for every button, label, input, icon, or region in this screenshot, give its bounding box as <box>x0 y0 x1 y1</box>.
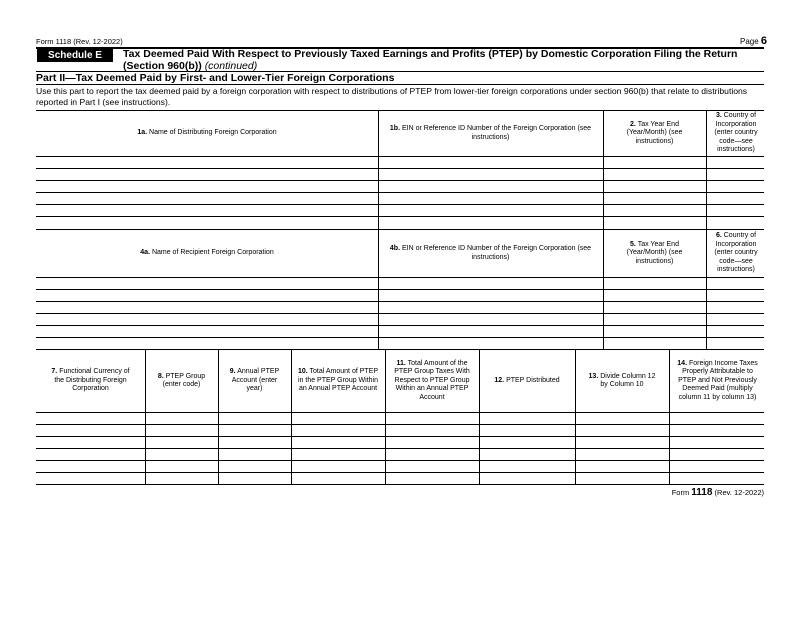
col-9-header <box>218 350 291 412</box>
col-7-header <box>36 350 145 412</box>
form-revision: Form 1118 (Rev. 12-2022) <box>36 37 123 46</box>
schedule-title-section: (Section 960(b)) <box>123 60 202 72</box>
table3-row-line[interactable] <box>36 460 764 461</box>
table3-row-line[interactable] <box>36 424 764 425</box>
col-11-num: 11. <box>396 359 406 367</box>
col-13-num: 13. <box>588 372 599 380</box>
col-3-header <box>706 111 766 156</box>
col-14-num: 14. <box>677 359 688 367</box>
col-8-label: PTEP Group (enter code) <box>162 372 206 388</box>
col-7-num: 7. <box>51 368 58 376</box>
col-13-label: Divide Column 12 by Column 10 <box>600 372 656 388</box>
part-bottom-rule <box>36 84 764 85</box>
table3-bottom-rule <box>36 484 764 485</box>
table2-row-line[interactable] <box>36 301 764 302</box>
schedule-title-line1: Tax Deemed Paid With Respect to Previously Taxed Earnings and Profits (PTEP) by Domestic Corporation Filing the Return <box>123 48 738 60</box>
table2-row-line[interactable] <box>36 289 764 290</box>
col-4b-header <box>378 230 603 277</box>
footer-form-number: 1118 <box>691 487 713 498</box>
footer-form-prefix: Form <box>671 488 690 497</box>
table3-row-line[interactable] <box>36 436 764 437</box>
col-1a-num: 1a. <box>137 129 148 137</box>
col-3-label: Country of Incorporation (enter country code—see instructions) <box>714 112 758 154</box>
col-8-header <box>145 350 218 412</box>
col-2-label: Tax Year End (Year/Month) (see instructions) <box>626 120 683 145</box>
col-6-header <box>706 230 766 277</box>
col-5-header <box>603 230 706 277</box>
col-10-label: Total Amount of PTEP in the PTEP Group Within an Annual PTEP Account <box>297 368 379 393</box>
page-number: 6 <box>760 35 768 47</box>
col-6-num: 6. <box>715 232 722 240</box>
table1-row-line[interactable] <box>36 192 764 193</box>
table1-header-rule <box>36 156 764 157</box>
table2-row-line[interactable] <box>36 337 764 338</box>
table2-header-rule <box>36 277 764 278</box>
col-1a-header <box>36 111 378 156</box>
table2-row-line[interactable] <box>36 313 764 314</box>
col-10-header <box>291 350 385 412</box>
page-label-text: Page <box>740 37 759 46</box>
table2-row-line[interactable] <box>36 325 764 326</box>
col-8-num: 8. <box>157 372 164 380</box>
table1-row-line[interactable] <box>36 204 764 205</box>
col-2-num: 2. <box>630 120 636 128</box>
col-4a-header <box>36 230 378 277</box>
col-5-num: 5. <box>630 240 636 248</box>
col-9-num: 9. <box>229 368 236 376</box>
col-3-num: 3. <box>715 112 722 120</box>
part-instructions: Use this part to report the tax deemed paid by a foreign corporation with respect to distributions of PTEP from lower-tier foreign corporations under section 960(b) that relate to distributions reported in Part I (see instructions). <box>36 86 748 107</box>
form-footer <box>660 487 764 498</box>
col-11-header <box>385 350 479 412</box>
schedule-title <box>123 48 763 72</box>
part-title: Part II—Tax Deemed Paid by First- and Lower-Tier Foreign Corporations <box>36 72 395 84</box>
footer-rev: (Rev. 12-2022) <box>714 488 764 497</box>
col-1a-label: Name of Distributing Foreign Corporation <box>149 129 277 137</box>
table1-row-line[interactable] <box>36 180 764 181</box>
col-12-header <box>479 350 575 412</box>
col-4b-num: 4b. <box>389 245 401 252</box>
table3-row-line[interactable] <box>36 472 764 473</box>
col-7-label: Functional Currency of the Distributing Foreign Corporation <box>54 368 130 393</box>
schedule-badge: Schedule E <box>37 49 113 62</box>
col-10-num: 10. <box>297 368 308 376</box>
col-12-num: 12. <box>494 376 505 384</box>
col-11-label: Total Amount of the PTEP Group Taxes With Respect to PTEP Group Within an Annual PTEP Account <box>394 359 470 401</box>
col-4a-label: Name of Recipient Foreign Corporation <box>151 249 274 257</box>
col-2-header <box>603 111 706 156</box>
page-label <box>740 35 767 47</box>
col-6-label: Country of Incorporation (enter country code—see instructions) <box>714 232 758 274</box>
col-14-label: Foreign Income Taxes Properly Attributable to PTEP and Not Previously Deemed Paid (multiply column 11 by column 13) <box>678 359 758 401</box>
col-4a-num: 4a. <box>140 249 150 257</box>
col-1b-num: 1b. <box>389 125 401 132</box>
table3-row-line[interactable] <box>36 448 764 449</box>
col-5-label: Tax Year End (Year/Month) (see instructions) <box>626 240 683 265</box>
col-1b-header <box>378 111 603 156</box>
col-1b-label: EIN or Reference ID Number of the Foreign Corporation (see instructions) <box>401 125 592 141</box>
col-14-header <box>669 350 766 412</box>
table1-row-line[interactable] <box>36 168 764 169</box>
table1-row-line[interactable] <box>36 216 764 217</box>
col-4b-label: EIN or Reference ID Number of the Foreign Corporation (see instructions) <box>401 245 592 261</box>
col-12-label: PTEP Distributed <box>506 376 560 384</box>
table3-header-rule <box>36 412 764 413</box>
col-9-label: Annual PTEP Account (enter year) <box>231 368 280 393</box>
col-13-header <box>575 350 669 412</box>
schedule-title-continued: (continued) <box>204 60 258 72</box>
